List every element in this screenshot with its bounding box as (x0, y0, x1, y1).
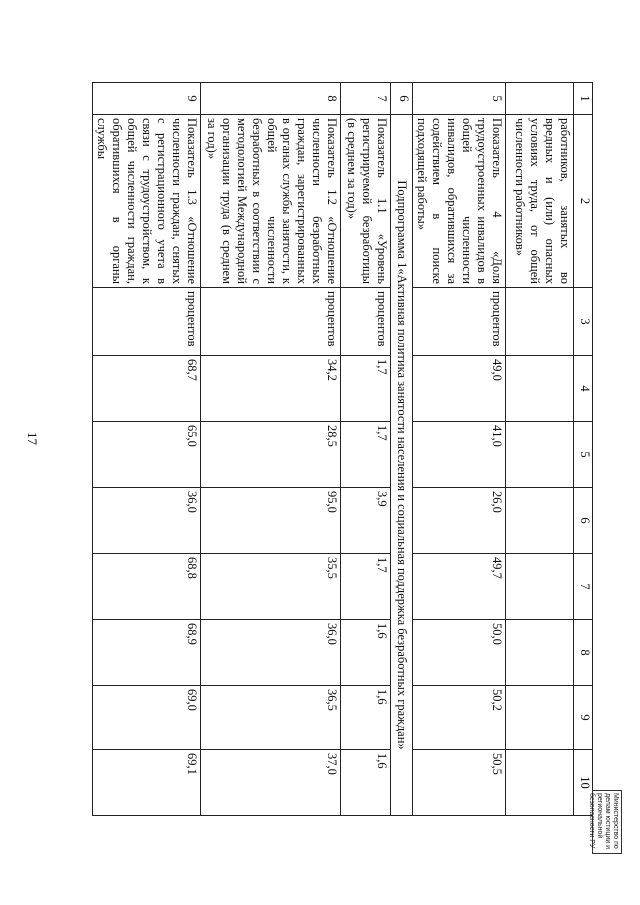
header-cell: 1 (574, 83, 593, 115)
value-cell: 1,6 (341, 686, 391, 750)
unit-cell: процентов (413, 288, 506, 356)
indicator-name: Показатель 1.2 «Отношение численности безработных граждан, зарегистрированных в органах службы занятости, к общей численности безработных в соответствии с методологией Международной организации труда (в среднем за год)» (201, 115, 341, 288)
rotated-table-wrapper (95, 82, 593, 815)
value-cell: 37,0 (201, 750, 341, 816)
value-cell: 1,7 (341, 356, 391, 422)
value-cell (506, 422, 574, 488)
row-number: 8 (201, 83, 341, 115)
unit-cell (506, 288, 574, 356)
table-row (506, 83, 574, 816)
header-cell: 9 (574, 686, 593, 750)
unit-cell: процентов (93, 288, 201, 356)
value-cell: 68,7 (93, 356, 201, 422)
value-cell: 36,0 (201, 620, 341, 686)
value-cell: 41,0 (413, 422, 506, 488)
value-cell: 65,0 (93, 422, 201, 488)
value-cell: 69,0 (93, 686, 201, 750)
header-cell: 5 (574, 422, 593, 488)
value-cell: 28,5 (201, 422, 341, 488)
value-cell: 50,2 (413, 686, 506, 750)
subprogram-heading: Подпрограмма 1«Активная политика занятости населения и социальная поддержка безработных граждан» (391, 115, 413, 816)
value-cell: 68,9 (93, 620, 201, 686)
value-cell (506, 620, 574, 686)
header-cell: 6 (574, 488, 593, 554)
value-cell: 69,1 (93, 750, 201, 816)
header-cell: 4 (574, 356, 593, 422)
indicator-name: работников, занятых во вредных и (или) опасных условиях труда, от общей численности работников» (506, 115, 574, 288)
unit-cell: процентов (201, 288, 341, 356)
value-cell: 1,6 (341, 750, 391, 816)
header-cell: 3 (574, 288, 593, 356)
header-cell: 2 (574, 115, 593, 288)
indicator-name: Показатель 1.3 «Отношение численности граждан, снятых с регистрационного учета в связи с трудоустройством, к общей численности граждан, обратившихся в органы службы (93, 115, 201, 288)
value-cell: 49,7 (413, 554, 506, 620)
value-cell (506, 356, 574, 422)
value-cell: 36,5 (201, 686, 341, 750)
table-row (341, 83, 391, 816)
header-cell: 8 (574, 620, 593, 686)
row-number: 5 (413, 83, 506, 115)
value-cell (506, 750, 574, 816)
value-cell (506, 554, 574, 620)
row-number: 7 (341, 83, 391, 115)
value-cell: 1,7 (341, 554, 391, 620)
value-cell (506, 686, 574, 750)
value-cell: 26,0 (413, 488, 506, 554)
header-cell: 7 (574, 554, 593, 620)
row-number: 9 (93, 83, 201, 115)
row-number (506, 83, 574, 115)
value-cell: 68,8 (93, 554, 201, 620)
subprogram-row (391, 83, 413, 816)
value-cell: 50,5 (413, 750, 506, 816)
table-row (201, 83, 341, 816)
unit-cell: процентов (341, 288, 391, 356)
value-cell: 50,0 (413, 620, 506, 686)
value-cell: 36,0 (93, 488, 201, 554)
header-row (574, 83, 593, 816)
table-row (413, 83, 506, 816)
value-cell: 1,7 (341, 422, 391, 488)
page-number: 17 (25, 432, 40, 445)
value-cell: 35,5 (201, 554, 341, 620)
indicator-name: Показатель 1.1 «Уровень регистрируемой безработицы (в среднем за год)» (341, 115, 391, 288)
value-cell: 34,2 (201, 356, 341, 422)
table-row (93, 83, 201, 816)
indicators-table (92, 82, 593, 816)
header-cell: 10 (574, 750, 593, 816)
value-cell: 49,0 (413, 356, 506, 422)
value-cell: 3,9 (341, 488, 391, 554)
indicator-name: Показатель 4 «Доля трудоустроенных инвалидов в общей численности инвалидов, обратившихся за содействием в поиске подходящей работы» (413, 115, 506, 288)
row-number: 6 (391, 83, 413, 115)
value-cell: 1,6 (341, 620, 391, 686)
value-cell (506, 488, 574, 554)
value-cell: 95,0 (201, 488, 341, 554)
ministry-stamp: Министерство по делам юстиции и региональной безопасности РУ (592, 790, 622, 854)
